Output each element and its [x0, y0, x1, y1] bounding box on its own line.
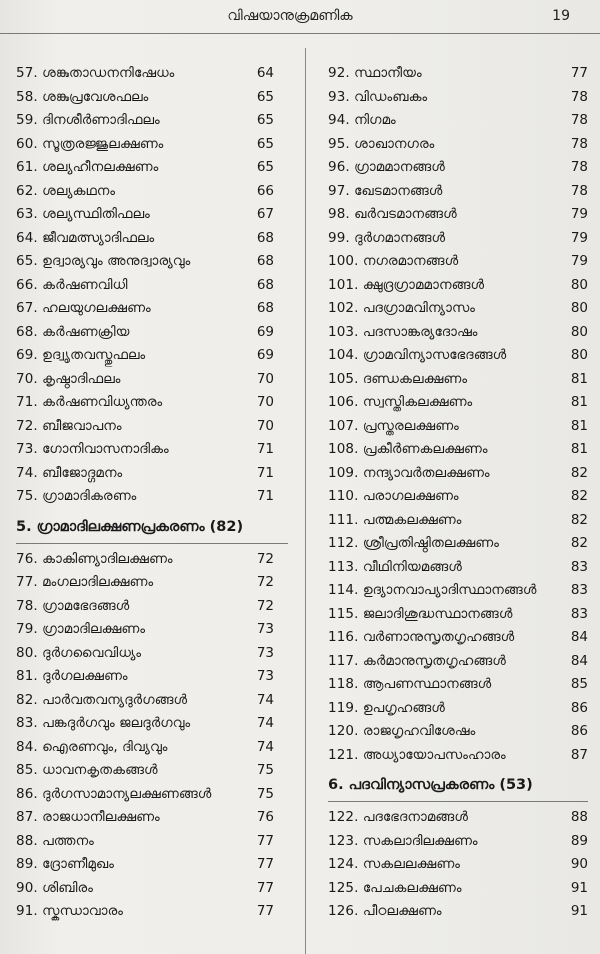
- toc-column-left: [16, 62, 288, 924]
- toc-entry-title: 107. പ്രസ്തരലക്ഷണം: [328, 417, 459, 434]
- section-heading-5: 5. ഗ്രാമാദിലക്ഷണപ്രകരണം (82): [16, 518, 244, 535]
- toc-entry-title: 60. സൂത്രരജ്ജുലക്ഷണം: [16, 135, 164, 152]
- toc-entry-title: 72. ബീജവാപനം: [16, 417, 122, 434]
- toc-entry-title: 98. ഖർവടമാനങ്ങൾ: [328, 206, 457, 222]
- toc-entry-page: 91: [570, 903, 588, 919]
- toc-entry-page: 86: [570, 699, 588, 716]
- toc-entry-page: 78: [570, 159, 588, 175]
- toc-entry: [328, 626, 588, 650]
- toc-entry: [16, 689, 288, 713]
- toc-entry: [328, 321, 588, 345]
- toc-entry: [328, 579, 588, 603]
- toc-entry: [16, 62, 288, 86]
- toc-entry: [328, 673, 588, 697]
- toc-entry-title: 114. ഉദ്യാനവാപ്യാദിസ്ഥാനങ്ങൾ: [328, 582, 537, 598]
- toc-entry-title: 100. നഗരമാനങ്ങൾ: [328, 253, 459, 269]
- toc-entry: [328, 603, 588, 627]
- section-heading-6: 6. പദവിന്യാസപ്രകരണം (53): [328, 777, 533, 793]
- toc-entry-title: 83. പങ്കദുർഗവും ജലദുർഗവും: [16, 715, 191, 731]
- toc-entry-title: 126. പീഠലക്ഷണം: [328, 903, 442, 919]
- toc-entry-page: 88: [570, 809, 588, 825]
- toc-entry: [16, 783, 288, 807]
- section-rule: [16, 543, 288, 544]
- toc-entry: [16, 274, 288, 298]
- toc-entry-title: 88. പത്തനം: [16, 832, 94, 849]
- toc-entry-page: 71: [256, 441, 274, 457]
- toc-entry-page: 78: [570, 135, 588, 152]
- toc-entry-page: 86: [570, 723, 588, 739]
- toc-entry-page: 78: [570, 88, 588, 105]
- toc-entry-title: 79. ഗ്രാമാദിലക്ഷണം: [16, 621, 146, 637]
- toc-entry-title: 120. രാജഗൃഹവിശേഷം: [328, 723, 476, 739]
- toc-entry-page: 68: [256, 276, 274, 293]
- toc-entry: [328, 438, 588, 462]
- toc-entry-page: 65: [256, 159, 274, 175]
- toc-entry-page: 66: [256, 182, 274, 199]
- toc-entry-page: 73: [256, 644, 274, 661]
- toc-entry: [16, 736, 288, 760]
- toc-entry-page: 68: [256, 253, 274, 269]
- toc-entry: [16, 548, 288, 572]
- toc-entry-page: 87: [570, 746, 588, 763]
- toc-entry: [16, 109, 288, 133]
- toc-entry-page: 80: [570, 347, 588, 363]
- toc-entry-title: 65. ഉദ്വാര്യവും അനുദ്വാര്യവും: [16, 253, 191, 269]
- toc-entry-title: 62. ശല്യകഥനം: [16, 182, 116, 199]
- toc-entry-page: 77: [570, 65, 588, 81]
- toc-entry: [328, 133, 588, 157]
- toc-entry-page: 85: [570, 676, 588, 692]
- toc-entry: [16, 485, 288, 509]
- toc-entry-title: 117. കർമാനുസൃതഗൃഹങ്ങൾ: [328, 652, 506, 669]
- toc-entry: [328, 744, 588, 768]
- toc-entry-title: 92. സ്ഥാനീയം: [328, 65, 422, 81]
- toc-entry-page: 74: [256, 738, 274, 755]
- toc-entry: [16, 227, 288, 251]
- toc-entry-page: 68: [256, 300, 274, 316]
- toc-entry: [328, 650, 588, 674]
- toc-entry: [16, 180, 288, 204]
- toc-entry-page: 83: [570, 582, 588, 598]
- toc-entry-title: 95. ശാഖാനഗരം: [328, 135, 435, 152]
- toc-entry: [328, 368, 588, 392]
- toc-entry-page: 79: [570, 253, 588, 269]
- toc-entry: [328, 250, 588, 274]
- toc-entry-page: 81: [570, 441, 588, 457]
- toc-entry: [16, 830, 288, 854]
- toc-entry: [328, 297, 588, 321]
- toc-entry-title: 70. കൃഷ്ഠാദിഫലം: [16, 370, 121, 387]
- toc-entry-title: 101. ക്ഷുദ്രഗ്രാമമാനങ്ങൾ: [328, 276, 485, 293]
- toc-entry: [328, 109, 588, 133]
- toc-entry-title: 71. കർഷണവിധ്യന്തരം: [16, 394, 163, 410]
- toc-entry: [16, 133, 288, 157]
- toc-column-right: [328, 62, 588, 924]
- toc-entry-page: 80: [570, 323, 588, 340]
- toc-entry-page: 78: [570, 182, 588, 199]
- left-top-list: [16, 62, 288, 509]
- right-top-list: [328, 62, 588, 767]
- toc-entry-page: 81: [570, 370, 588, 387]
- toc-entry-page: 72: [256, 550, 274, 567]
- toc-entry: [328, 806, 588, 830]
- toc-entry-title: 99. ദുർഗമാനങ്ങൾ: [328, 229, 446, 246]
- toc-entry: [328, 697, 588, 721]
- toc-entry: [328, 156, 588, 180]
- toc-entry: [16, 156, 288, 180]
- toc-entry-page: 80: [570, 276, 588, 293]
- toc-entry-title: 74. ബീജോദ്ഗമനം: [16, 464, 123, 481]
- toc-entry-page: 72: [256, 574, 274, 590]
- toc-entry-page: 80: [570, 300, 588, 316]
- page-header: [0, 0, 600, 40]
- toc-entry-page: 91: [570, 879, 588, 896]
- toc-entry: [16, 571, 288, 595]
- toc-entry-page: 82: [570, 464, 588, 481]
- toc-entry: [16, 297, 288, 321]
- toc-entry-page: 77: [256, 879, 274, 896]
- toc-entry: [328, 462, 588, 486]
- toc-entry-page: 65: [256, 112, 274, 128]
- toc-entry: [328, 485, 588, 509]
- toc-entry-title: 63. ശല്യസ്ഥിതിഫലം: [16, 206, 150, 222]
- toc-entry-page: 71: [256, 488, 274, 504]
- toc-entry-title: 119. ഉപഗൃഹങ്ങൾ: [328, 699, 445, 716]
- toc-entry-page: 69: [256, 347, 274, 363]
- header-title: വിഷയാനുക്രമണിക: [227, 8, 353, 24]
- toc-entry: [16, 853, 288, 877]
- toc-entry: [328, 509, 588, 533]
- toc-entry-page: 70: [256, 370, 274, 387]
- toc-entry-title: 77. മംഗലാദിലക്ഷണം: [16, 574, 154, 590]
- toc-entry-title: 110. പരാഗലക്ഷണം: [328, 488, 459, 504]
- toc-entry-title: 103. പദസാങ്കര്യദോഷം: [328, 323, 478, 340]
- toc-entry-title: 87. രാജധാനീലക്ഷണം: [16, 809, 160, 825]
- toc-entry-page: 75: [256, 762, 274, 778]
- toc-entry: [16, 321, 288, 345]
- toc-entry-title: 124. സകലലക്ഷണം: [328, 856, 461, 872]
- toc-entry-page: 68: [256, 229, 274, 246]
- toc-entry: [328, 830, 588, 854]
- toc-entry-page: 73: [256, 668, 274, 684]
- toc-entry-page: 79: [570, 206, 588, 222]
- toc-entry: [16, 86, 288, 110]
- toc-entry-title: 122. പദഭേദനാമങ്ങൾ: [328, 809, 469, 825]
- toc-entry-title: 58. ശങ്കുപ്രവേശഫലം: [16, 88, 149, 105]
- toc-entry-page: 71: [256, 464, 274, 481]
- toc-entry-title: 90. ശിബിരം: [16, 879, 93, 896]
- toc-entry-title: 82. പാർവതവന്യദുർഗങ്ങൾ: [16, 691, 188, 708]
- toc-entry-title: 59. ദിനശീർണാദിഫലം: [16, 112, 160, 128]
- toc-entry-page: 69: [256, 323, 274, 340]
- toc-entry: [16, 665, 288, 689]
- left-bottom-list: [16, 548, 288, 924]
- toc-entry: [16, 642, 288, 666]
- toc-entry: [16, 759, 288, 783]
- toc-entry: [16, 438, 288, 462]
- toc-entry: [16, 618, 288, 642]
- toc-entry-title: 57. ശങ്കുതാഡനനിഷേധം: [16, 65, 175, 81]
- toc-entry-title: 84. ഐരണവും, ദിവ്യവും: [16, 738, 168, 755]
- toc-entry: [16, 712, 288, 736]
- toc-entry-title: 73. ഗോനിവാസനാദികം: [16, 441, 169, 457]
- toc-entry-page: 64: [256, 65, 274, 81]
- toc-entry-title: 85. ധാവനകൃതകങ്ങൾ: [16, 762, 158, 778]
- toc-entry: [328, 227, 588, 251]
- toc-entry-page: 73: [256, 621, 274, 637]
- toc-entry-title: 113. വീഥിനിയമങ്ങൾ: [328, 558, 462, 575]
- toc-entry: [16, 203, 288, 227]
- toc-entry-title: 91. സ്കന്ധാവാരം: [16, 903, 124, 919]
- toc-entry: [16, 415, 288, 439]
- toc-entry-title: 66. കർഷണവിധി: [16, 276, 128, 293]
- toc-entry-title: 115. ജലാദിശുദ്ധസ്ഥാനങ്ങൾ: [328, 605, 513, 622]
- toc-entry-page: 83: [570, 605, 588, 622]
- toc-entry-title: 112. ശ്രീപ്രതിഷ്ഠിതലക്ഷണം: [328, 535, 499, 551]
- toc-entry-page: 79: [570, 229, 588, 246]
- toc-entry-page: 72: [256, 597, 274, 614]
- toc-entry-title: 118. ആപണസ്ഥാനങ്ങൾ: [328, 676, 492, 692]
- toc-entry-page: 81: [570, 417, 588, 434]
- toc-entry: [328, 344, 588, 368]
- toc-entry-page: 84: [570, 629, 588, 645]
- toc-entry: [328, 391, 588, 415]
- toc-entry-title: 64. ജീവമത്സ്യാദിഫലം: [16, 229, 155, 246]
- toc-entry: [328, 415, 588, 439]
- toc-entry-title: 104. ഗ്രാമവിന്യാസഭേദങ്ങൾ: [328, 347, 507, 363]
- toc-entry-title: 94. നിഗമം: [328, 112, 396, 128]
- toc-entry-title: 106. സ്വസ്തികലക്ഷണം: [328, 394, 473, 410]
- toc-entry-title: 89. ദ്രോണീമുഖം: [16, 856, 114, 872]
- toc-entry-page: 77: [256, 856, 274, 872]
- toc-entry-title: 61. ശല്യഹീനലക്ഷണം: [16, 159, 159, 175]
- toc-entry-title: 68. കർഷണക്രിയ: [16, 323, 130, 340]
- toc-entry-title: 75. ഗ്രാമാദികരണം: [16, 488, 137, 504]
- toc-entry-page: 67: [256, 206, 274, 222]
- toc-entry-page: 77: [256, 832, 274, 849]
- toc-entry: [16, 250, 288, 274]
- header-rule: [0, 33, 600, 34]
- toc-entry-page: 75: [256, 785, 274, 802]
- toc-entry-title: 69. ഉദ്വൃതവസ്തുഫലം: [16, 347, 146, 363]
- toc-entry-page: 84: [570, 652, 588, 669]
- toc-entry-page: 78: [570, 112, 588, 128]
- right-bottom-list: [328, 806, 588, 924]
- toc-entry-page: 82: [570, 488, 588, 504]
- toc-entry-page: 70: [256, 394, 274, 410]
- toc-entry: [16, 900, 288, 924]
- toc-entry: [328, 274, 588, 298]
- toc-entry-title: 96. ഗ്രാമമാനങ്ങൾ: [328, 159, 445, 175]
- toc-entry-page: 82: [570, 511, 588, 528]
- toc-entry-page: 89: [570, 832, 588, 849]
- toc-entry-page: 81: [570, 394, 588, 410]
- toc-entry: [16, 595, 288, 619]
- toc-entry-title: 93. വിഡംബകം: [328, 88, 428, 105]
- toc-entry-title: 123. സകലാദിലക്ഷണം: [328, 832, 478, 849]
- toc-entry-title: 97. ഖേടമാനങ്ങൾ: [328, 182, 443, 199]
- toc-entry: [328, 877, 588, 901]
- toc-entry-page: 74: [256, 715, 274, 731]
- toc-entry: [328, 720, 588, 744]
- toc-entry: [16, 391, 288, 415]
- toc-entry-title: 116. വർണാനുസൃതഗൃഹങ്ങൾ: [328, 629, 515, 645]
- toc-entry-title: 109. നന്ദ്യാവർതലക്ഷണം: [328, 464, 490, 481]
- toc-entry-title: 105. ദണ്ഡകലക്ഷണം: [328, 370, 468, 387]
- toc-entry: [328, 62, 588, 86]
- toc-entry-page: 82: [570, 535, 588, 551]
- toc-entry-title: 78. ഗ്രാമഭേദങ്ങൾ: [16, 597, 130, 614]
- toc-entry-title: 125. പേചകലക്ഷണം: [328, 879, 462, 896]
- toc-entry: [328, 180, 588, 204]
- toc-entry: [16, 462, 288, 486]
- toc-entry-title: 86. ദുർഗസാമാന്യലക്ഷണങ്ങൾ: [16, 785, 212, 802]
- toc-entry-title: 121. അധ്യായോപസംഹാരം: [328, 746, 506, 763]
- column-divider: [305, 48, 306, 954]
- toc-entry: [16, 806, 288, 830]
- toc-entry-page: 90: [570, 856, 588, 872]
- toc-entry: [328, 86, 588, 110]
- toc-entry-title: 108. പ്രകീർണകലക്ഷണം: [328, 441, 488, 457]
- toc-entry: [328, 853, 588, 877]
- toc-entry-title: 80. ദുർഗവൈവിധ്യം: [16, 644, 142, 661]
- toc-entry-title: 111. പത്മകലക്ഷണം: [328, 511, 462, 528]
- toc-entry: [16, 368, 288, 392]
- toc-entry: [328, 556, 588, 580]
- toc-entry: [328, 900, 588, 924]
- toc-entry-page: 77: [256, 903, 274, 919]
- toc-entry: [328, 203, 588, 227]
- toc-entry-title: 81. ദുർഗലക്ഷണം: [16, 668, 128, 684]
- toc-entry-title: 76. കാകിണ്യാദിലക്ഷണം: [16, 550, 173, 567]
- section-rule: [328, 801, 588, 802]
- toc-entry-page: 76: [256, 809, 274, 825]
- toc-entry: [328, 532, 588, 556]
- toc-entry-title: 102. പദഗ്രാമവിന്യാസം: [328, 300, 476, 316]
- toc-entry-page: 70: [256, 417, 274, 434]
- toc-entry-title: 67. ഹലയുഗലക്ഷണം: [16, 300, 151, 316]
- toc-entry-page: 65: [256, 88, 274, 105]
- toc-entry: [16, 344, 288, 368]
- toc-entry-page: 74: [256, 691, 274, 708]
- header-page-number: 19: [552, 8, 570, 24]
- toc-entry-page: 65: [256, 135, 274, 152]
- toc-entry-page: 83: [570, 558, 588, 575]
- toc-entry: [16, 877, 288, 901]
